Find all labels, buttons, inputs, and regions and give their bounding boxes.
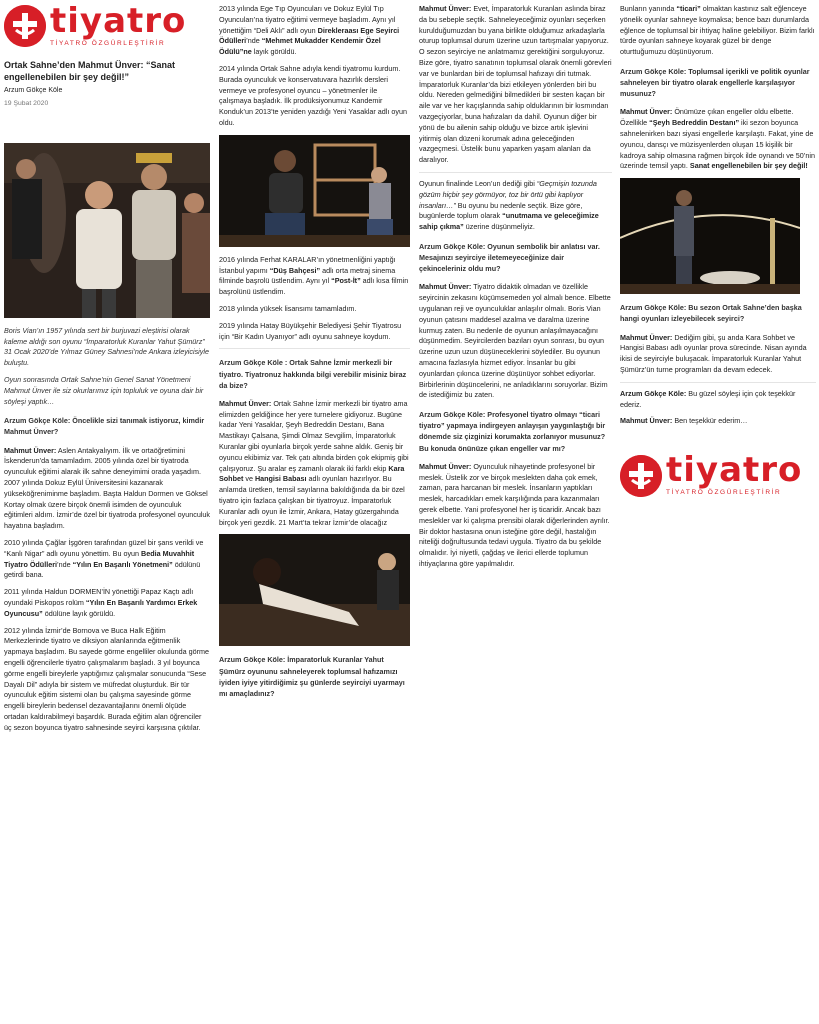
photo-caption-2: Oyun sonrasında Ortak Sahne’nin Genel Sanat Yönetmeni Mahmut Ünver ile siz okurlarımız için topluluk ve oyuna dair bir söyleşi yaptık… bbox=[4, 374, 204, 406]
logo-tagline: TİYATRO ÖZGÜRLEŞTİRİR bbox=[50, 40, 166, 47]
stage-photo-woman-floor bbox=[219, 534, 410, 646]
answer-3-continued: Oyunun finalinde Leon’un dediği gibi “Geçmişin tozunda gözüm hiçbir şey görmüyor, toz bir örtü gibi kaplıyor insanları…” Bu oyunu bu nedenle seçtik. Bize göre, bugünlerde toplum olarak “unutmama ve geleceğimize sahip çıkma” üzerine düşünmeliyiz. bbox=[419, 178, 599, 232]
answer-5: Mahmut Ünver: Oyunculuk nihayetinde profesyonel bir meslek. Üstelik zor ve birçok meslekten daha çok emek, zaman, para harcanan bir meslek. İnsanların yaptıkları meslek, harcadıkları emek karşılığında para kazanmaları gerek elbette. Yani profesyonel her iş ticaridir. Ancak bazı meslekler var ki çalışma prensibi olarak diğerlerinden ayrılır. Bir doktor hastasına onun isteğine göre değil, hastalığın niteliği doğrultusunda tedavi uygula. Tiyatro da bu şekilde olmalıdır. İyi niyetli, çağdaş ve ilerici ellerde toplumun ihtiyaçlarına göre yapılmalıdır. bbox=[419, 461, 610, 568]
stage-photo-two-actors bbox=[219, 135, 410, 247]
question-7: Arzum Gökçe Köle: Bu sezon Ortak Sahne’den başka hangi oyunları izleyebilecek seyirci? bbox=[620, 303, 802, 324]
answer-7: Mahmut Ünver: Dediğim gibi, şu anda Kara Sohbet ve Hangisi Babası adlı oyunlar prova sürecinde. Nisan ayında ikisi de seyirciyle buluşacak. İmparatorluk Kuranlar Yahut Şümürz’ün turne programları da devam edecek. bbox=[620, 332, 807, 374]
site-logo-footer[interactable] bbox=[620, 450, 816, 498]
site-logo[interactable] bbox=[4, 1, 210, 49]
paragraph-2016: 2016 yılında Ferhat KARALAR’ın yönetmenliğini yaptığı İstanbul yapımı “Düş Bahçesi” adlı orta metraj sinema filminde başrolü üstlendim. Aynı yıl “Post-İt” adlı kısa filmin başrolünü üstlendim. bbox=[219, 254, 409, 297]
stage-photo-curtain-call bbox=[4, 143, 210, 318]
divider bbox=[419, 172, 612, 173]
logo-tagline: TİYATRO ÖZGÜRLEŞTİRİR bbox=[666, 489, 782, 497]
question-3: Arzum Gökçe Köle: İmparatorluk Kuranlar Yahut Şümürz oyununu sahneleyerek toplumsal hafızamızı iyiden iyiye yitirdiğimiz şu günlerde seyirciyi uyarmayı mı amaçladınız? bbox=[219, 655, 405, 698]
answer-8: Mahmut Ünver: Ben teşekkür ederim… bbox=[620, 416, 748, 426]
article-date: 19 Şubat 2020 bbox=[4, 99, 49, 107]
answer-1: Mahmut Ünver: Aslen Antakyalıyım. İlk ve ortaöğretimini İskenderun’da tamamladım. 2005 yılında özel bir tiyatroda oyunculuk eğitimi alarak ilk sahne deneyimimi orada yaşadım. 2007 yılında Dokuz Eylül Üniversitesini kazanarak yükseköğreniminme başladım. Başta Haldun Dormen ve Göksel Kortay olmak üzere birçok önemli isimden de oyunculuk eğitimleri aldım. İzmir’de özel bir tiyatroda profesyonel oyunculuk hayatına başladım. bbox=[4, 445, 210, 531]
answer-3: Mahmut Ünver: Evet, İmparatorluk Kuranları aslında biraz da bu sebeple seçtik. Sahneleyeceğimiz oyunları seçerken kurulduğumuzdan bu yana birlikte olduğumuz arkadaşlarla oturup toplumsal durum üzerine uzun tartışmalar yapıyoruz. O sezon seyirciye ne anlatmamız gerektiğini sorguluyoruz. Bize göre, tiyatro sanatının toplumsal olarak önemli görevleri var ve bunlardan biri de toplumsal hafızayı diri tutmak. İmparatorluk Kuranlar’da bizi etkileyen yönlerden biri bu oldu. Nereden gelmediğini bilmedikleri bir sesten kaçan bir aile var ve her kaçışlarında sahip olduklarının bir kısmından vazgeçiyorlar, buna hafızaları da dahil. Oyunun diğer bir yönü de bu ailenin sahip olduğu ve bizce artık işlevini yitirmiş olan düzeni korumak adına geleceğinden vazgeçmesi. Üstelik bunu yaparken yaşam alanları da daralıyor. bbox=[419, 4, 612, 165]
column-4 bbox=[620, 4, 816, 498]
question-8: Arzum Gökçe Köle: Bu güzel söyleşi için çok teşekkür ederiz. bbox=[620, 388, 796, 409]
divider bbox=[219, 348, 410, 349]
question-4: Arzum Gökçe Köle: Oyunun sembolik bir anlatısı var. Mesajınızı seyirciye iletemeyeceğinize dair çekinceleriniz oldu mu? bbox=[419, 241, 600, 274]
paragraph-2019: 2019 yılında Hatay Büyükşehir Belediyesi Şehir Tiyatrosu için “Bir Kadın Uyanıyor” adlı oyunu sahneye koydum. bbox=[219, 320, 402, 341]
question-6: Arzum Gökçe Köle: Toplumsal içerikli ve politik oyunlar sahneleyen bir tiyatro olarak engellerle karşılaşıyor musunuz? bbox=[620, 66, 810, 99]
paragraph-2013: 2013 yılında Ege Tıp Oyuncuları ve Dokuz Eylül Tıp Oyuncuları’na tiyatro eğitimi vermeye başladım. Aynı yıl yönettiğim “Deli Aklı” adlı oyun Direkleraası Ege Seyirci Ödülleri’nde “Mehmet Mukadder Kendemir Özel Ödülü”ne layık görüldü. bbox=[219, 4, 400, 57]
paragraph-2012: 2012 yılında İzmir’de Bornova ve Buca Halk Eğitim Merkezlerinde tiyatro ve diksiyon alanlarında eğitmenlik yapmaya başladım. Bu sayede görme engelliler okulunda görme engelli öğrencilerle tiyatro çalışmalarım başladı. 3 yıl boyunca görme engelli bireylerle yaptığımız çalışmalar sonucunda “Sese Dayalı Dil” adıyla bir sistem ve müfredat oluşturduk. Bir tür oyunculuk eğitim sistemi olan bu çalışma sayesinde görme engelli bireylerin bedensel dezavantajlarını önemli ölçüde ortadan kaldırabilmeyi başardık. Burada eğitim alan öğrenciler üç sezon boyunca tiyatro sahnesinde seyirci karşısına çıktılar. bbox=[4, 625, 209, 732]
question-1: Arzum Gökçe Köle: Öncelikle sizi tanımak istiyoruz, kimdir Mahmut Ünver? bbox=[4, 416, 205, 437]
column-3 bbox=[419, 4, 612, 576]
column-2 bbox=[219, 4, 410, 707]
answer-6: Mahmut Ünver: Önümüze çıkan engeller oldu elbette. Özellikle “Şeyh Bedreddin Destanı” iki sezon boyunca sahnelenirken bazı siyasi engellerle karşılaştı. Fakat, yine de oyuncu, dansçı ve müzisyenlerden oluşan 15 kişilik bir kadroya sahip olmasına rağmen birçok ilde oynandı ve 50’nin üzerinde temsil yaptı. Sanat engellenebilen bir şey değil! bbox=[620, 107, 815, 171]
paragraph-2011: 2011 yılında Haldun DORMEN’İN yönettiği Papaz Kaçtı adlı oyundaki Piskopos rolüm “Yılın En Başarılı Yardımcı Erkek Oyuncusu” ödülüne layık görüldü. bbox=[4, 587, 198, 618]
photo-caption-1: Boris Vian’ın 1957 yılında sert bir burjuvazi eleştirisi olarak kaleme aldığı son oyunu “İmparatorluk Kuranlar Yahut Şümürz” 31 Ocak 2020’de Yılmaz Güney Sahnesi’nde Ankara izleyicisiyle buluştu. bbox=[4, 325, 209, 368]
article-author[interactable]: Arzum Gökçe Köle bbox=[4, 87, 63, 95]
logo-word: tiyatro bbox=[666, 450, 803, 491]
question-2: Arzum Gökçe Köle : Ortak Sahne İzmir merkezli bir tiyatro. Tiyatronuz hakkında bilgi verebilir misiniz biraz da bize? bbox=[219, 358, 407, 390]
question-5: Arzum Gökçe Köle: Profesyonel tiyatro olmayı “ticari tiyatro” yapmaya indirgeyen anlayışın yaygınlaştığı bir dönemde siz çizginizi korumakta zorlanıyor musunuz? Bu konuda önünüze çıkan engeller var mı? bbox=[419, 410, 606, 453]
stage-photo-rope-scene bbox=[620, 178, 800, 294]
column-1 bbox=[4, 1, 210, 740]
logo-word: tiyatro bbox=[50, 1, 187, 41]
answer-5-continued: Bunların yanında “ticari” olmaktan kastınız salt eğlenceye yönelik oyunlar sahneye koymaksa; bence bazı durumlarda eğlence de toplumsal bir ihtiyaç haline gelebiliyor. Bizim farklı türde oyunları sahneye koyarak güzel bir denge oturttuğumuzu düşünüyorum. bbox=[620, 4, 815, 57]
answer-4: Mahmut Ünver: Tiyatro didaktik olmadan ve özellikle seyircinin zekasını küçümsemeden yol almalı bence. Elbette uygulanan reji ve oyunculuklar anlaşılır olmalı. Boris Vian oyunun çatısını maddesel azalma ve daralma üzerine kurmuş zaten. Bu nedenle de oyunun anlaşılmayacağını düşünmedim. Seyircilerden bazıları oyun sonrası, bu oyun üzerine uzun uzun düşüneceklerini söylediler. Bu oyunun amacına fazlasıyla hizmet ediyor. İnsanlar bu gibi oyunlardan çıkınca üzerine düşünüyor sohbet ediyorlar. Birbirlerinin düşüncelerini, ne anladıklarını soruyorlar. Bizim de istediğimiz bu zaten. bbox=[419, 282, 611, 400]
answer-2: Mahmut Ünver: Ortak Sahne İzmir merkezli bir tiyatro ama elimizden geldiğince her yere turnelere gidiyoruz. Bugüne kadar Yeni Yasaklar, Şeyh Bedreddin Destanı, Bana Mastikayı Çalsana, Şimdi Olmaz Sevgilim, İmparatorluk Kuranlar gibi oyunlarla birçok yerde sahne aldık. Geniş bir oyuncu ekibimiz var. Tek çatı altında birden çok ekipmiş gibi çalışıyoruz. Şu aralar eş zamanlı olarak iki farklı ekip Kara Sohbet ve Hangisi Babası adlı oyunları hazırlıyor. Bu anlamda üretken, temsil sayılarına bakıldığında da bir özel tiyatro için fazlaca çalışkan bir tiyatroyuz. İmparatorluk Kuranlar adlı oyun ile İzmir, Ankara, Hatay güzergahında birçok yeri gezdik. 21 Mart’ta tekrar İzmir’de olacağız bbox=[219, 398, 409, 527]
article-title: Ortak Sahne’den Mahmut Ünver: “Sanat engellenebilen bir şey değil!” bbox=[4, 59, 176, 82]
logo-cross-icon bbox=[620, 455, 662, 497]
paragraph-2018: 2018 yılında yüksek lisansımı tamamladım. bbox=[219, 303, 357, 313]
paragraph-2010: 2010 yılında Çağlar İşgören tarafından güzel bir şans verildi ve “Kanlı Nigar” adlı oyunu yönettim. Bu oyun Bedia Muvahhit Tiyatro Ödülleri’nde “Yılın En Başarılı Yönetmeni” ödülünü getirdi bana. bbox=[4, 537, 204, 580]
logo-cross-icon bbox=[4, 5, 46, 47]
paragraph-2014: 2014 yılında Ortak Sahne adıyla kendi tiyatromu kurdum. Burada oyunculuk ve konservatuvara hazırlık dersleri vermeye ve profesyonel oyuncu – yönetmenler ile çalışmaya başladık. İlk prodüksiyonumuz Kandemir Konduk’un 2013’te yeniden yazdığı Yeni Yasaklar adlı oyun oldu. bbox=[219, 63, 407, 127]
divider bbox=[620, 382, 816, 383]
